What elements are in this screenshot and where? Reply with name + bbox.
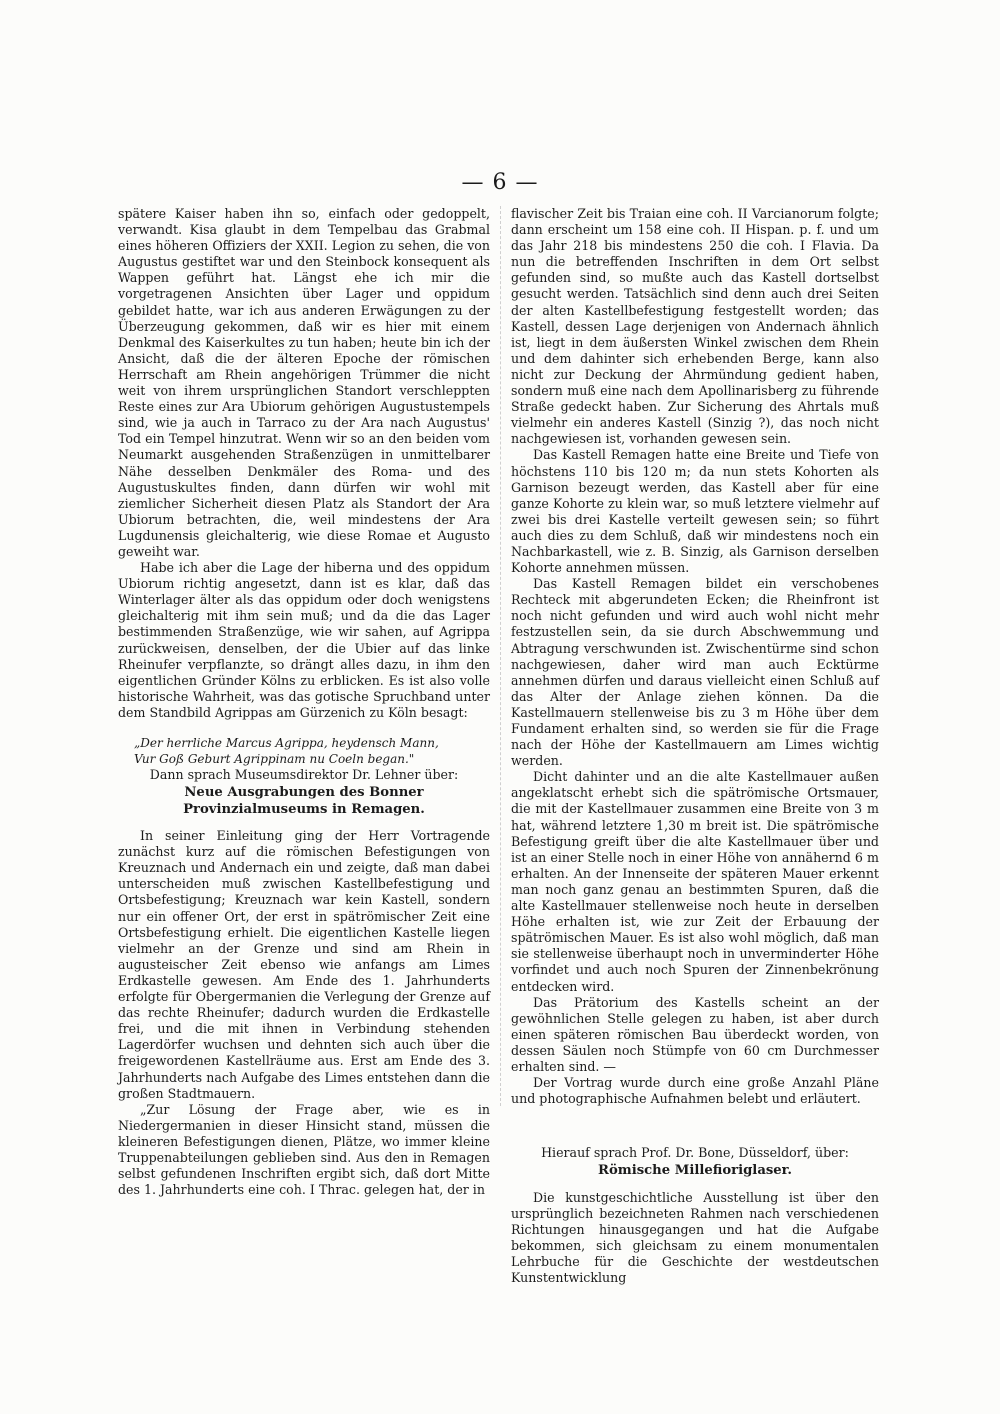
section-heading: Römische Millefioriglaser. [597, 1163, 793, 1179]
paragraph: Das Prätorium des Kastells scheint an der gewöhnlichen Stelle gelegen zu haben, ist aber durch einen späteren römischen Bau überdeckt worden, von dessen Säulen noch Stümpfe von 60 cm Durchmesser erhalten sind. — [511, 994, 879, 1074]
paragraph: „Zur Lösung der Frage aber, wie es in Niedergermanien in dieser Hinsicht stand, müssen die kleineren Befestigungen dienen, Plätze, wo immer kleine Truppenabteilungen geblieben sind. Aus den in Remagen selbst gefundenen Inschriften ergibt sich, daß dort Mitte des 1. Jahrhunderts eine coh. I Thrac. gelegen hat, der in [118, 1101, 490, 1198]
paragraph: Das Kastell Remagen hatte eine Breite und Tiefe von höchstens 110 bis 120 m; da nun stets Kohorten als Garnison bezeugt werden, das Kastell aber für eine ganze Kohorte zu klein war, so muß letztere vielmehr auf zwei bis drei Kastelle verteilt gewesen sein; so führt auch dies zu dem Schluß, daß wir mindestens noch ein Nachbarkastell, wie z. B. Sinzig, als Garnison derselben Kohorte annehmen müssen. [511, 447, 879, 576]
section-heading: Neue Ausgrabungen des Bonner Provinzialmuseums in Remagen. [183, 785, 425, 817]
left-column [118, 206, 490, 1198]
right-column [511, 206, 879, 1286]
block-quote [134, 735, 490, 767]
paragraph: Der Vortrag wurde durch eine große Anzahl Pläne und photographische Aufnahmen belebt und erläutert. [511, 1075, 879, 1107]
page-number: — 6 — [461, 170, 539, 195]
paragraph: Dicht dahinter und an die alte Kastellmauer außen angeklatscht erhebt sich die spätrömische Ortsmauer, die mit der Kastellmauer zusammen eine Breite von 3 m hat, während letztere 1,30 m breit ist. Die spätrömische Befestigung greift über die alte Kastellmauer über und ist an einer Stelle noch in einer Höhe von annähernd 6 m erhalten. An der Innenseite der späteren Mauer erkennt man noch ganz genau an bestimmten Spuren, daß die alte Kastellmauer stellenweise noch heute in derselben Höhe erhalten ist, wie zur Zeit der Erbauung der spätrömischen Mauer. Es ist also wohl möglich, daß man sie stellenweise überhaupt noch in unverminderter Höhe vorfindet und auch noch Spuren der Zinnenbekrönung entdecken wird. [511, 769, 879, 994]
lecture-intro: Hierauf sprach Prof. Dr. Bone, Düsseldorf, über: [541, 1145, 849, 1161]
paragraph: flavischer Zeit bis Traian eine coh. II Varcianorum folgte; dann erscheint um 158 eine coh. II Hispan. p. f. und um das Jahr 218 bis mindestens 250 die coh. I Flavia. Da nun die betreffenden Inschriften in dem Ort selbst gefunden sind, so mußte auch das Kastell dortselbst gesucht werden. Tatsächlich sind denn auch drei Seiten der alten Kastellbefestigung festgestellt worden; das Kastell, dessen Lage derjenigen von Andernach ähnlich ist, liegt in dem äußersten Winkel zwischen dem Rhein und dem dahinter sich erhebenden Berge, kann also nicht zur Deckung der Ahrmündung gedient haben, sondern muß eine nach dem Apollinarisberg zu führende Straße gedeckt haben. Zur Sicherung des Ahrtals muß vielmehr ein anderes Kastell (Sinzig ?), das noch nicht nachgewiesen ist, vorhanden gewesen sein. [511, 206, 879, 447]
paragraph: spätere Kaiser haben ihn so, einfach oder gedoppelt, verwandt. Kisa glaubt in dem Tempelbau das Grabmal eines höheren Offiziers der XXII. Legion zu sehen, die von Augustus gestiftet war und den Steinbock konsequent als Wappen geführt hat. Längst ehe ich mir die vorgetragenen Ansichten über Lager und oppidum gebildet hatte, war ich aus anderen Erwägungen zu der Überzeugung gekommen, daß wir es hier mit einem Denkmal des Kaiserkultes zu tun haben; heute bin ich der Ansicht, daß die der älteren Epoche der römischen Herrschaft am Rhein angehörigen Trümmer die nicht weit von ihrem ursprünglichen Standort verschleppten Reste eines zur Ara Ubiorum gehörigen Augustustempels sind, wie ja auch in Tarraco zu der Ara nach Augustus' Tod ein Tempel hinzutrat. Wenn wir so an den beiden vom Neumarkt ausgehenden Straßenzügen in unmittelbarer Nähe desselben Denkmäler des Roma- und des Augustuskultes finden, dann dürfen wir wohl mit ziemlicher Sicherheit diesen Platz als Standort der Ara Ubiorum betrachten, die, weil mindestens der Ara Lugdunensis gleichalterig, wie diese Romae et Augusto geweiht war. [118, 206, 490, 559]
paragraph: Die kunstgeschichtliche Ausstellung ist über den ursprünglich bezeichneten Rahmen nach verschiedenen Richtungen hinausgegangen und hat die Aufgabe bekommen, sich gleichsam zu einem monumentalen Lehrbuche für die Geschichte der westdeutschen Kunstentwicklung [511, 1189, 879, 1286]
paragraph: Das Kastell Remagen bildet ein verschobenes Rechteck mit abgerundeten Ecken; die Rheinfront ist noch nicht gefunden und wird auch wohl nicht mehr festzustellen sein, da sie durch Abschwemmung und Abtragung verschwunden ist. Zwischentürme sind schon nachgewiesen, daher wird man auch Ecktürme annehmen dürfen und daraus vielleicht einen Schluß auf das Alter der Anlage ziehen können. Da die Kastellmauern stellenweise bis zu 3 m Höhe über dem Fundament erhalten sind, so werden sie für die Frage nach der Höhe der Kastellmauern am Limes wichtig werden. [511, 576, 879, 769]
column-divider [500, 206, 501, 1106]
quote-line: „Der herrliche Marcus Agrippa, heydensch Mann, [134, 736, 439, 750]
paragraph: In seiner Einleitung ging der Herr Vortragende zunächst kurz auf die römischen Befestigungen von Kreuznach und Andernach ein und zeigte, daß man dabei unterscheiden muß zwischen Kastellbefestigung und Ortsbefestigung; Kreuznach war kein Kastell, sondern nur ein offener Ort, der erst in spätrömischer Zeit eine Ortsbefestigung erhielt. Die eigentlichen Kastelle liegen vielmehr an der Grenze und sind am Rhein in augusteischer Zeit ebenso wie anfangs am Limes Erdkastelle gewesen. Am Ende des 1. Jahrhunderts erfolgte für Obergermanien die Verlegung der Grenze auf das rechte Rheinufer; dadurch wurden die Erdkastelle frei, und die mit ihnen in Verbindung stehenden Lagerdörfer wuchsen und dehnten sich auch über die freigewordenen Kastellräume aus. Erst am Ende des 3. Jahrhunderts nach Aufgabe des Limes entstehen dann die großen Stadtmauern. [118, 828, 490, 1101]
quote-line: Vur Goß Geburt Agrippinam nu Coeln began." [134, 752, 415, 766]
paragraph: Habe ich aber die Lage der hiberna und des oppidum Ubiorum richtig angesetzt, dann ist es klar, daß das Winterlager älter als das oppidum oder doch wenigstens gleichalterig mit ihm sein muß; und da die das Lager bestimmenden Straßenzüge, wie wir sahen, auf Agrippa zurückweisen, denselben, der die Ubier auf das linke Rheinufer verpflanzte, so drängt alles dazu, in ihm den eigentlichen Gründer Kölns zu erblicken. Es ist also volle historische Wahrheit, was das gotische Spruchband unter dem Standbild Agrippas am Gürzenich zu Köln besagt: [118, 560, 490, 720]
lecture-intro: Dann sprach Museumsdirektor Dr. Lehner über: [149, 767, 459, 782]
